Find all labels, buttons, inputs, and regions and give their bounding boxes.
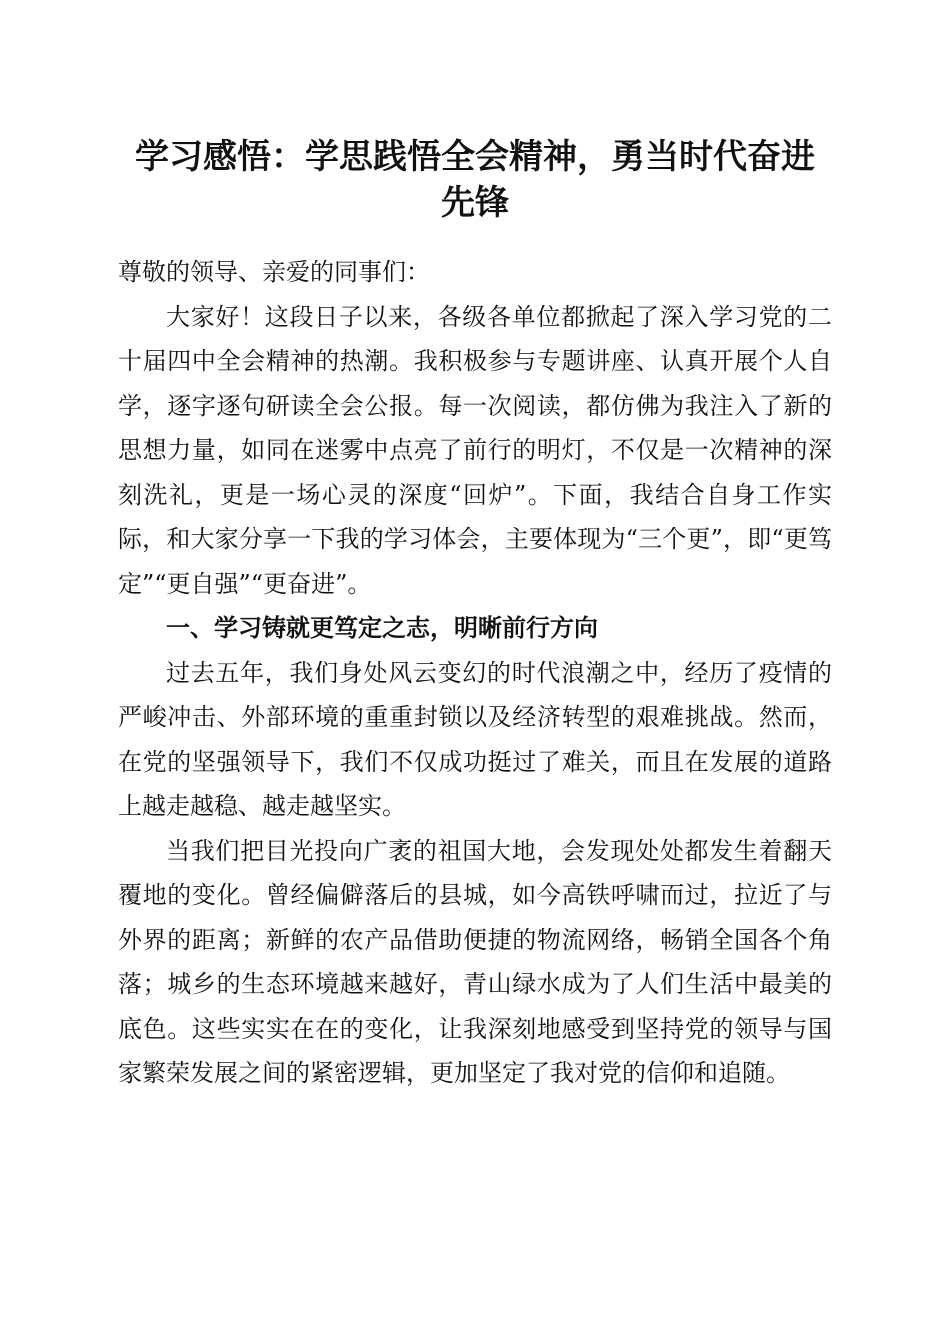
title-line-2: 先锋 (441, 183, 509, 223)
salutation: 尊敬的领导、亲爱的同事们： (118, 258, 430, 286)
section-heading-1: 一、学习铸就更笃定之志，明晰前行方向 (166, 614, 598, 642)
paragraph-intro: 大家好！这段日子以来，各级各单位都掀起了深入学习党的二十届四中全会精神的热潮。我积极参与专题讲座、认真开展个人自学，逐字逐句研读全会公报。每一次阅读，都仿佛为我注入了新的思想力量，如同在迷雾中点亮了前行的明灯，不仅是一次精神的深刻洗礼，更是一场心灵的深度“回炉”。下面，我结合自身工作实际，和大家分享一下我的学习体会，主要体现为“三个更”，即“更笃定”“更自强”“更奋进”。 (118, 302, 832, 598)
document-body (118, 250, 832, 1096)
title-line-1: 学习感悟：学思践悟全会精神，勇当时代奋进 (135, 137, 815, 177)
document-title (118, 134, 832, 226)
paragraph-changes: 当我们把目光投向广袤的祖国大地，会发现处处都发生着翻天覆地的变化。曾经偏僻落后的县城，如今高铁呼啸而过，拉近了与外界的距离；新鲜的农产品借助便捷的物流网络，畅销全国各个角落；城乡的生态环境越来越好，青山绿水成为了人们生活中最美的底色。这些实实在在的变化，让我深刻地感受到坚持党的领导与国家繁荣发展之间的紧密逻辑，更加坚定了我对党的信仰和追随。 (118, 836, 832, 1087)
paragraph-past-five-years: 过去五年，我们身处风云变幻的时代浪潮之中，经历了疫情的严峻冲击、外部环境的重重封锁以及经济转型的艰难挑战。然而，在党的坚强领导下，我们不仅成功挺过了难关，而且在发展的道路上越走越稳、越走越坚实。 (118, 658, 832, 820)
